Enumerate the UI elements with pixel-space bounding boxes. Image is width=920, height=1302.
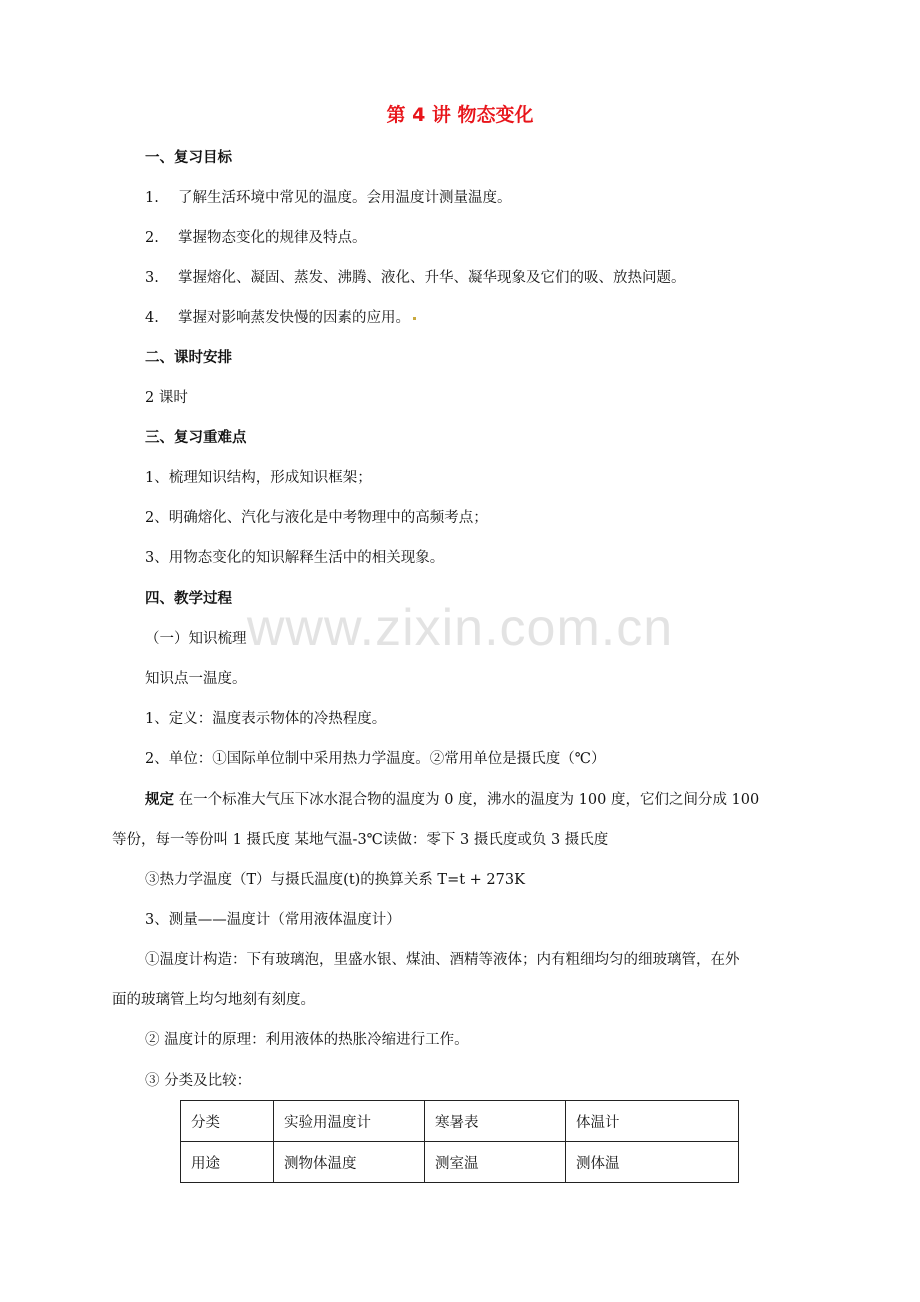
list-text: 掌握对影响蒸发快慢的因素的应用。 (178, 310, 410, 326)
paragraph: 等份，每一等份叫 1 摄氏度 某地气温-3℃读做：零下 3 摄氏度或负 3 摄氏度 (112, 832, 609, 848)
paragraph (145, 790, 759, 810)
table-cell: 寒暑表 (425, 1101, 566, 1142)
page-title: 第 4 讲 物态变化 (386, 104, 534, 126)
paragraph: （一）知识梳理 (145, 631, 247, 647)
bold-label: 规定 (145, 791, 174, 808)
section-heading: 三、复习重难点 (145, 430, 247, 446)
list-number: 3. (145, 270, 159, 286)
paragraph: 面的玻璃管上均匀地刻有刻度。 (112, 992, 315, 1008)
comparison-table (180, 1100, 739, 1183)
list-item (145, 188, 512, 208)
table-cell: 体温计 (566, 1101, 739, 1142)
paragraph: 2、单位：①国际单位制中采用热力学温度。②常用单位是摄氏度（℃） (145, 751, 606, 767)
list-text: 了解生活环境中常见的温度。会用温度计测量温度。 (178, 190, 512, 206)
paragraph-text: 在一个标准大气压下冰水混合物的温度为 0 度，沸水的温度为 100 度，它们之间分成 100 (174, 792, 760, 808)
list-item: 3、用物态变化的知识解释生活中的相关现象。 (145, 550, 445, 566)
table-cell: 分类 (181, 1101, 274, 1142)
section-heading: 四、教学过程 (145, 591, 232, 607)
section-heading: 二、课时安排 (145, 350, 232, 366)
list-text: 掌握物态变化的规律及特点。 (178, 230, 367, 246)
decorative-dot (413, 317, 416, 320)
paragraph: ③热力学温度（T）与摄氏温度(t)的换算关系 T=t + 273K (145, 872, 525, 888)
table-cell: 测体温 (566, 1142, 739, 1183)
table-cell: 测室温 (425, 1142, 566, 1183)
list-item (145, 308, 416, 328)
list-number: 2. (145, 230, 159, 246)
paragraph: 知识点一温度。 (145, 671, 247, 687)
section-heading: 一、复习目标 (145, 150, 232, 166)
paragraph: ② 温度计的原理：利用液体的热胀冷缩进行工作。 (145, 1032, 469, 1048)
list-number: 1. (145, 190, 159, 206)
paragraph: ③ 分类及比较： (145, 1073, 252, 1089)
list-text: 掌握熔化、凝固、蒸发、沸腾、液化、升华、凝华现象及它们的吸、放热问题。 (178, 270, 686, 286)
table-row (181, 1101, 739, 1142)
paragraph: 2 课时 (145, 390, 188, 406)
paragraph: 3、测量——温度计（常用液体温度计） (145, 912, 401, 928)
paragraph: ①温度计构造：下有玻璃泡，里盛水银、煤油、酒精等液体；内有粗细均匀的细玻璃管，在外 (145, 952, 740, 968)
table-cell: 用途 (181, 1142, 274, 1183)
table-row (181, 1142, 739, 1183)
watermark: www.zixin.com.cn (246, 599, 674, 657)
list-number: 4. (145, 310, 159, 326)
list-item (145, 228, 367, 248)
list-item: 2、明确熔化、汽化与液化是中考物理中的高频考点； (145, 510, 488, 526)
list-item: 1、梳理知识结构，形成知识框架； (145, 470, 372, 486)
table-cell: 实验用温度计 (274, 1101, 425, 1142)
list-item (145, 268, 686, 288)
table-cell: 测物体温度 (274, 1142, 425, 1183)
paragraph: 1、定义：温度表示物体的冷热程度。 (145, 711, 387, 727)
